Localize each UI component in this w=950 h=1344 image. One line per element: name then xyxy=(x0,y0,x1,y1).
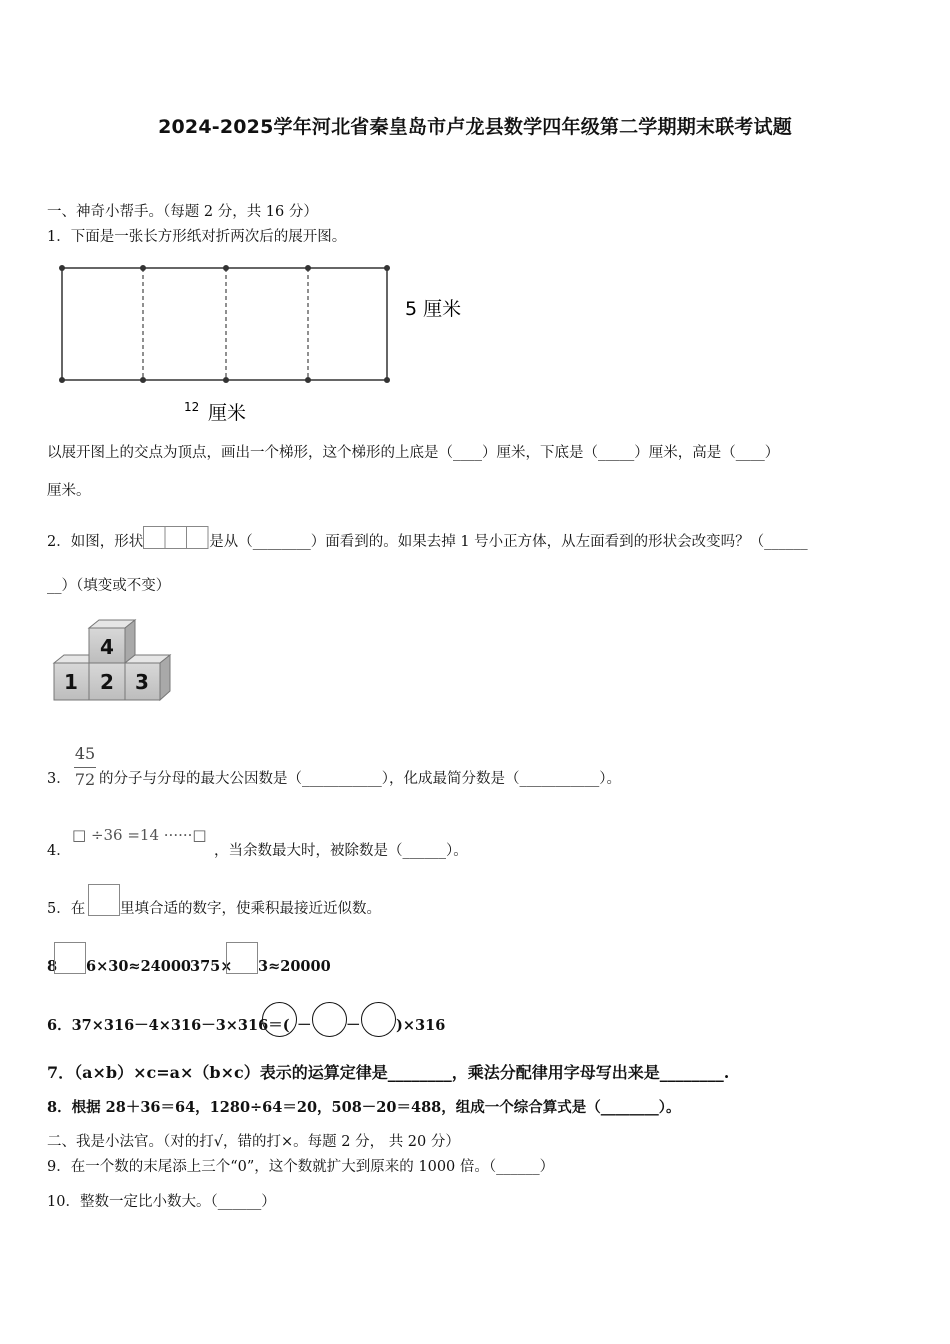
q4-prefix: 4． xyxy=(47,843,71,859)
height-label: 5 厘米 xyxy=(405,298,462,320)
q6-dash-2: － xyxy=(346,1017,361,1034)
q5-expr1-b: 6×30≈24000 xyxy=(86,958,192,975)
q5-prefix: 5．在 xyxy=(47,901,86,917)
q9-text: 9．在一个数的末尾添上三个“0”，这个数就扩大到原来的 1000 倍。（______） xyxy=(47,1159,555,1175)
cube-label-1: 1 xyxy=(64,670,78,694)
q8-text: 8．根据 28＋36＝64，1280÷64＝20，508－20＝488，组成一个综合算式是（________）。 xyxy=(47,1099,681,1116)
q6-prefix: 6．37×316－4×316－3×316＝( xyxy=(47,1017,290,1034)
q4-text: ，当余数最大时，被除数是（______）。 xyxy=(214,843,468,859)
cube-label-3: 3 xyxy=(135,670,149,694)
q2-prefix: 2．如图，形状 xyxy=(47,534,144,550)
section2-heading: 二、我是小法官。（对的打√，错的打×。每题 2 分， 共 20 分） xyxy=(47,1134,460,1150)
q7-text: 7．（a×b）×c=a×（b×c）表示的运算定律是________，乘法分配律用字母写出来是________. xyxy=(47,1063,730,1082)
q5-expr1-a: 8 xyxy=(47,958,58,975)
fraction-denominator: 72 xyxy=(74,770,96,789)
section1-heading: 一、神奇小帮手。（每题 2 分，共 16 分） xyxy=(47,204,318,220)
three-squares-shape xyxy=(143,526,209,550)
intersection-points xyxy=(59,265,390,383)
q1-text: 1．下面是一张长方形纸对折两次后的展开图。 xyxy=(47,229,347,245)
blank-circle-2[interactable] xyxy=(312,1002,347,1037)
q1-question-line2: 厘米。 xyxy=(47,483,91,499)
width-label-unit: 厘米 xyxy=(208,402,247,424)
fraction-bar xyxy=(74,767,96,768)
q6-suffix: )×316 xyxy=(396,1017,446,1034)
q5-expr2-b: 3≈20000 xyxy=(258,958,331,975)
width-label-number: 12 xyxy=(184,400,200,414)
expr2-blank-box[interactable] xyxy=(226,942,258,974)
q3-prefix: 3． xyxy=(47,771,71,787)
q5-suffix: 里填合适的数字，使乘积最接近近似数。 xyxy=(120,901,381,917)
q10-text: 10．整数一定比小数大。（______） xyxy=(47,1194,276,1210)
blank-circle-1[interactable] xyxy=(262,1002,297,1037)
q6-dash-1: － xyxy=(297,1017,312,1034)
division-formula: □ ÷36 =14 ······□ xyxy=(72,826,207,844)
q1-question-line1: 以展开图上的交点为顶点，画出一个梯形，这个梯形的上底是（____）厘米，下底是（_____）厘米，高是（____） xyxy=(47,445,780,461)
folded-paper-diagram xyxy=(50,258,480,428)
answer-box xyxy=(88,884,120,916)
paper-rectangle xyxy=(62,268,387,380)
expr1-blank-box[interactable] xyxy=(54,942,86,974)
cube-label-2: 2 xyxy=(100,670,114,694)
q3-text: 的分子与分母的最大公因数是（___________），化成最简分数是（___________）。 xyxy=(99,771,621,787)
page-title: 2024-2025学年河北省秦皇岛市卢龙县数学四年级第二学期期末联考试题 xyxy=(158,116,792,138)
q2-suffix: 是从（________）面看到的。如果去掉 1 号小正方体，从左面看到的形状会改变吗？（______ xyxy=(209,534,808,550)
fraction-numerator: 45 xyxy=(74,744,96,763)
cube-stack-diagram xyxy=(52,618,177,708)
blank-circle-3[interactable] xyxy=(361,1002,396,1037)
cube-label-4: 4 xyxy=(100,635,114,659)
q2-line1 xyxy=(47,526,808,552)
q5-expr2-a: 375× xyxy=(190,958,233,975)
q2-line2: __）（填变或不变） xyxy=(47,578,171,594)
